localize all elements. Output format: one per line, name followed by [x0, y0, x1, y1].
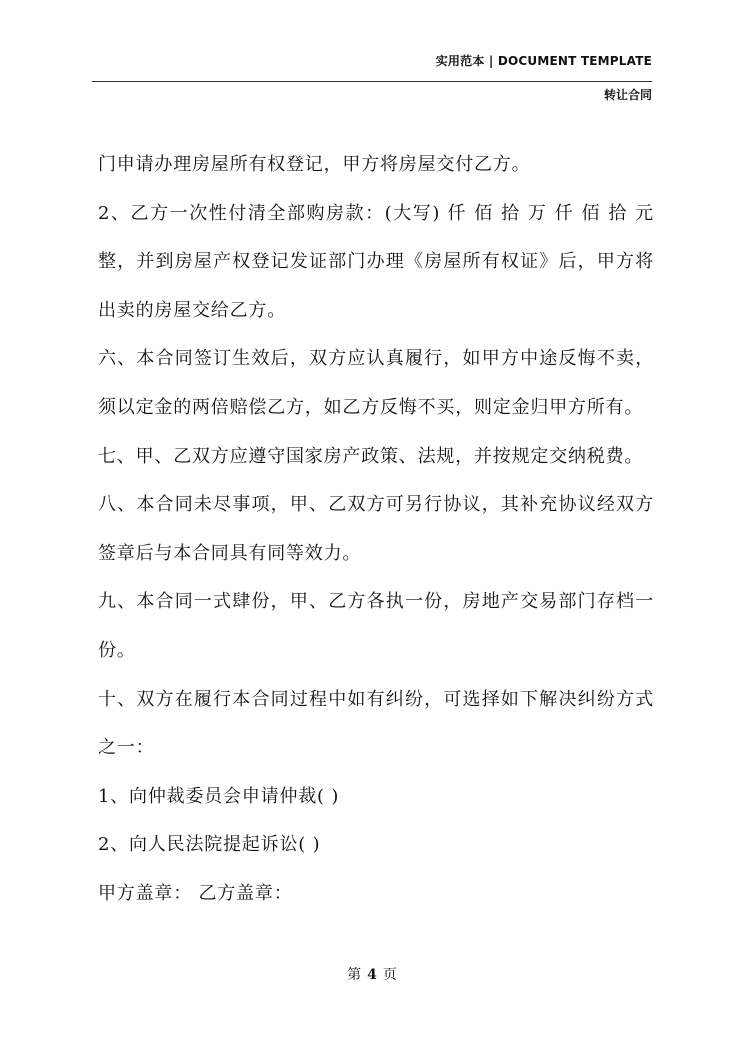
- page-number: 4: [367, 967, 377, 983]
- signature-line: 甲方盖章： 乙方盖章：: [98, 882, 293, 904]
- page-footer: [0, 964, 744, 984]
- page-prefix: 第: [347, 967, 362, 983]
- paragraph: 2、向人民法院提起诉讼( ): [98, 834, 321, 856]
- header-divider: [92, 81, 652, 82]
- header-title: 实用范本 | DOCUMENT TEMPLATE: [435, 54, 652, 68]
- paragraph: 十、双方在履行本合同过程中如有纠纷，可选择如下解决纠纷方式之一：: [98, 688, 654, 759]
- paragraph: 六、本合同签订生效后，双方应认真履行，如甲方中途反悔不卖，须以定金的两倍赔偿乙方，如乙方反悔不买，则定金归甲方所有。: [98, 348, 654, 418]
- page-suffix: 页: [382, 967, 397, 983]
- paragraph: 七、甲、乙双方应遵守国家房产政策、法规，并按规定交纳税费。: [98, 445, 644, 467]
- paragraph: 门申请办理房屋所有权登记，甲方将房屋交付乙方。: [98, 154, 531, 175]
- document-body: [98, 141, 654, 919]
- paragraph: 1、向仲裁委员会申请仲裁( ): [98, 785, 340, 807]
- paragraph: 八、本合同未尽事项，甲、乙双方可另行协议，其补充协议经双方签章后与本合同具有同等效力。: [98, 494, 654, 564]
- header-doc-type: 转让合同: [603, 88, 652, 102]
- paragraph: 2、乙方一次性付清全部购房款：(大写) 仟 佰 拾 万 仟 佰 拾 元整，并到房屋产权登记发证部门办理《房屋所有权证》后，甲方将出卖的房屋交给乙方。: [98, 202, 654, 321]
- paragraph: 九、本合同一式肆份，甲、乙方各执一份，房地产交易部门存档一份。: [98, 591, 654, 661]
